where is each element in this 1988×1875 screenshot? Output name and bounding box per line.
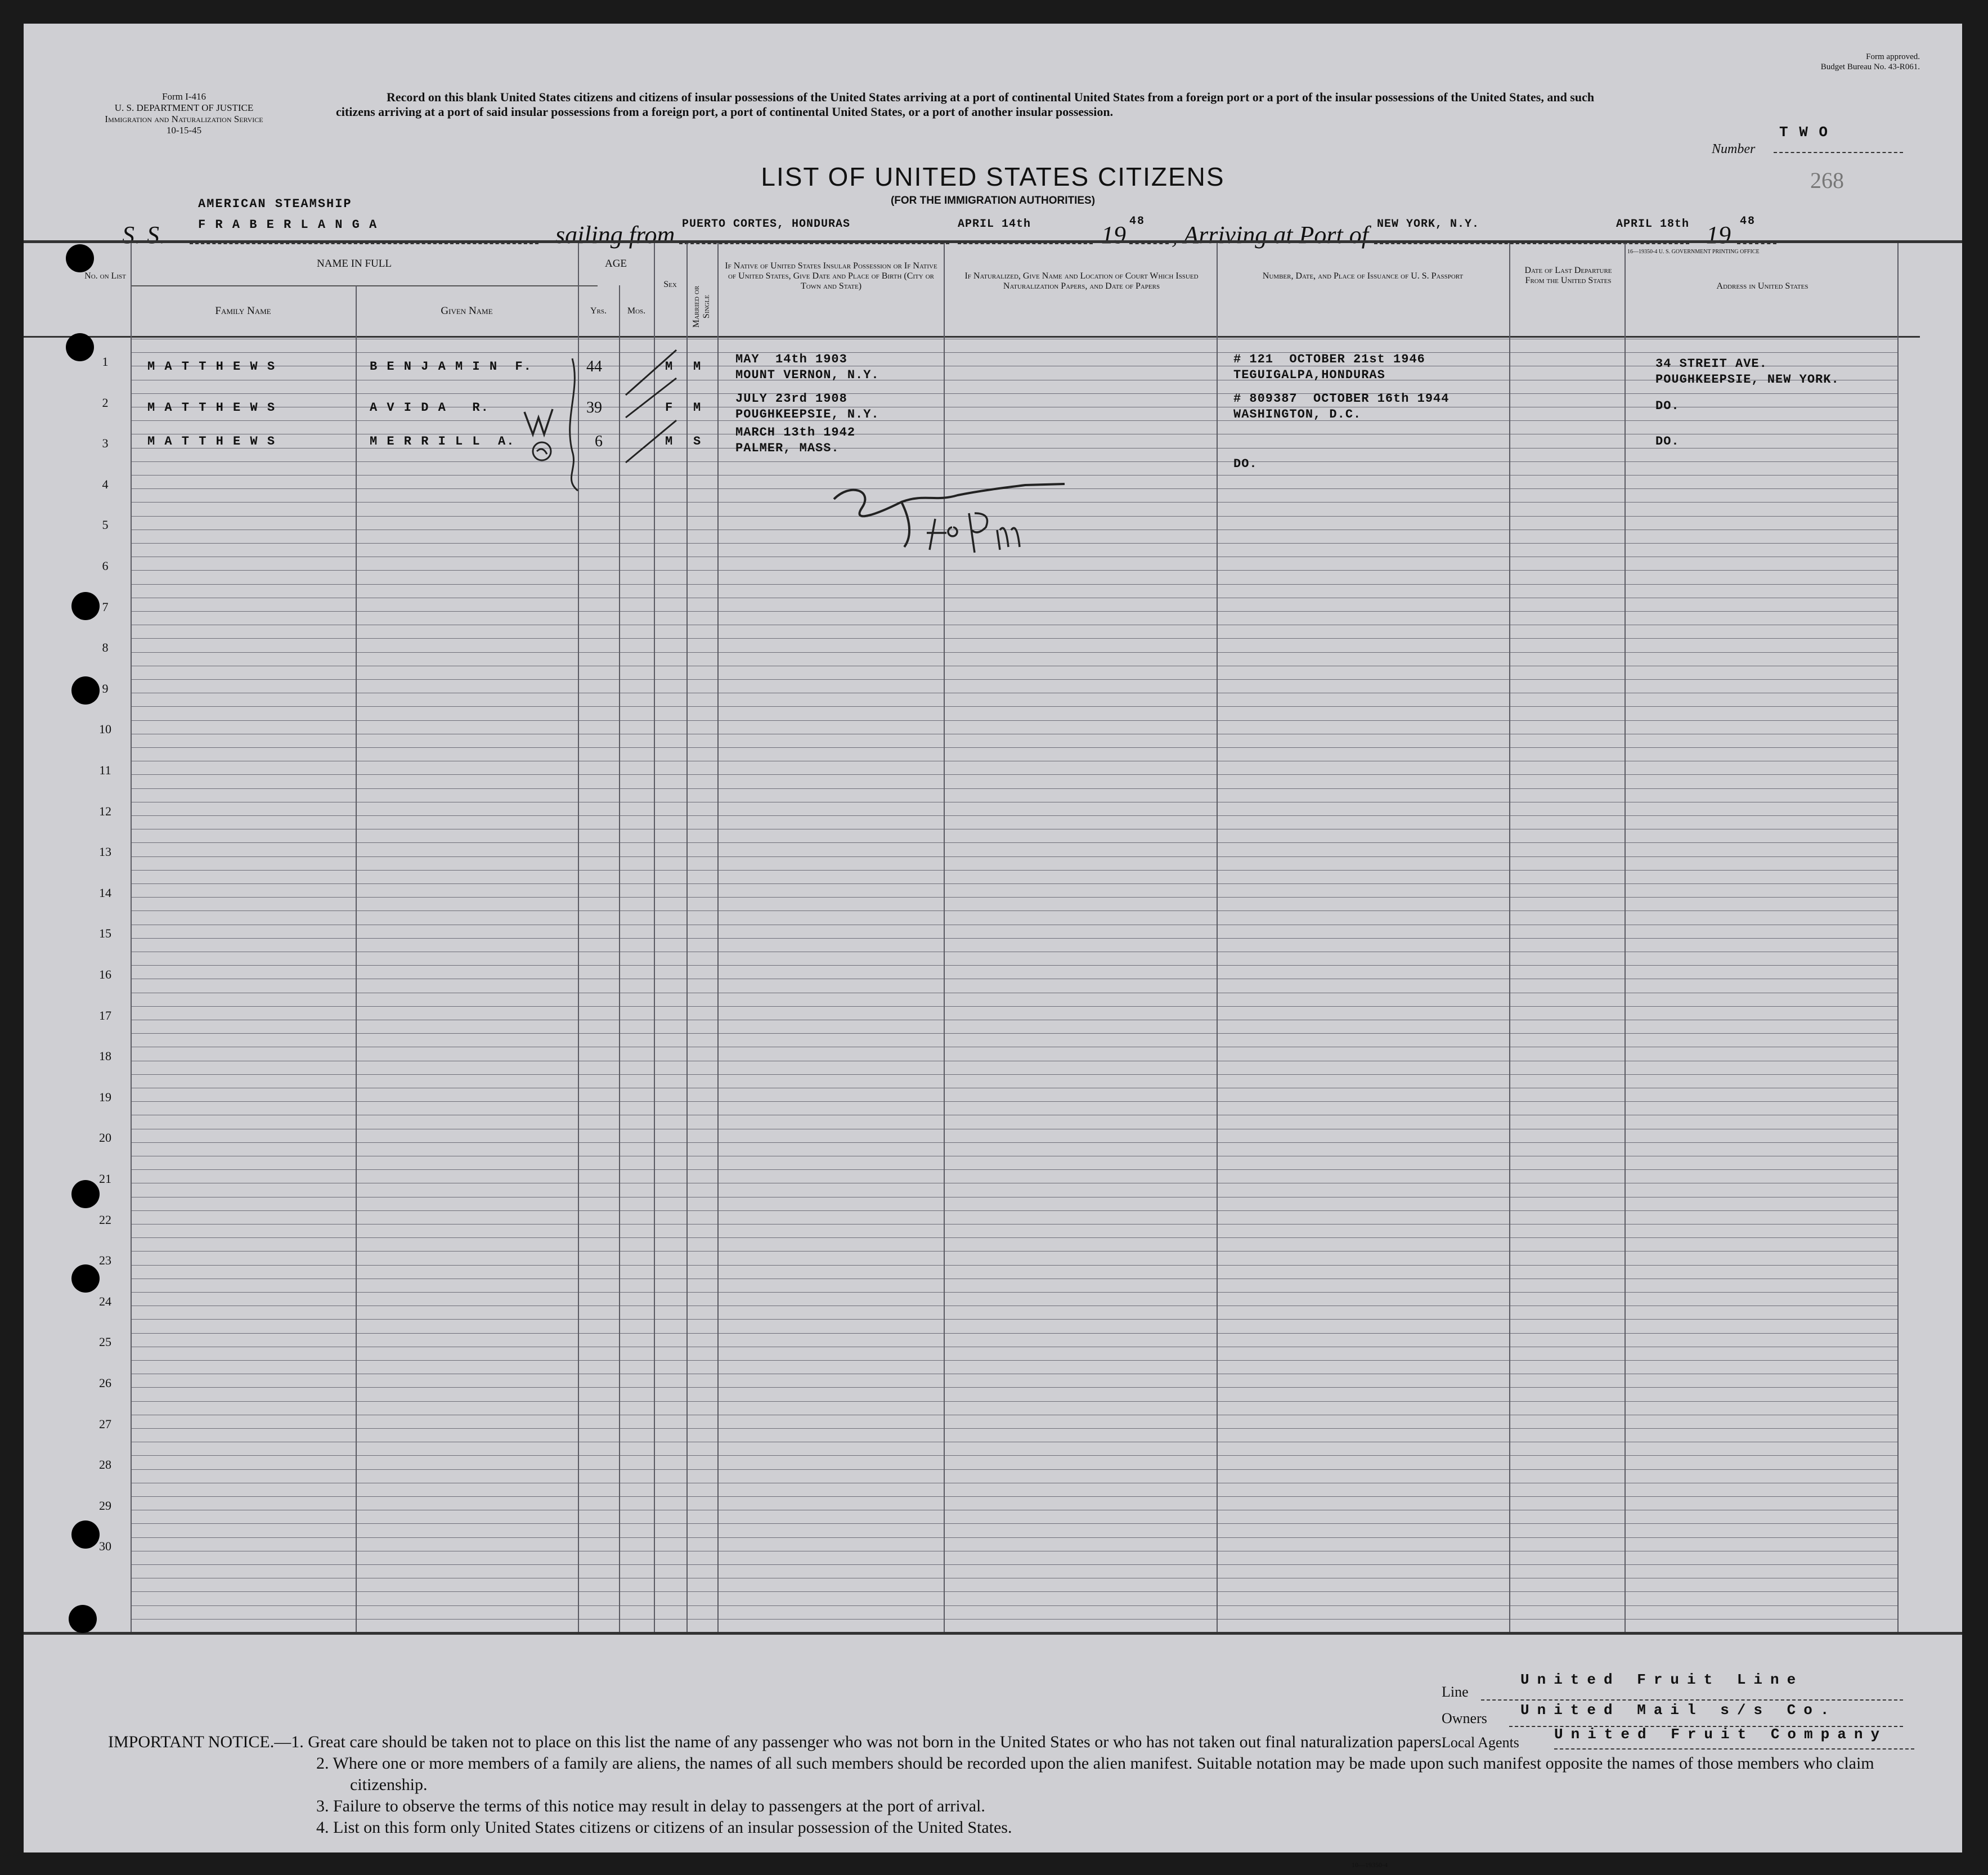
passport-place: WASHINGTON, D.C. bbox=[1233, 407, 1362, 421]
ruling-line bbox=[131, 1033, 1897, 1034]
handwritten-circle bbox=[533, 442, 551, 460]
binder-hole bbox=[66, 333, 94, 361]
ruling-line bbox=[131, 1210, 1897, 1211]
row-number: 26 bbox=[99, 1376, 111, 1390]
arrival-date: APRIL 18th bbox=[1616, 218, 1690, 231]
hdr-name-in-full: NAME IN FULL bbox=[317, 258, 392, 270]
row-number: 10 bbox=[99, 722, 111, 737]
marital-status: M bbox=[693, 401, 702, 415]
birth-place: PALMER, MASS. bbox=[735, 441, 840, 455]
hdr-address: Address in United States bbox=[1716, 281, 1809, 291]
row-number: 21 bbox=[99, 1172, 111, 1186]
ruling-line bbox=[131, 747, 1897, 748]
ruling-line bbox=[131, 1006, 1897, 1007]
row-number: 25 bbox=[99, 1335, 111, 1349]
sailing-from-label: sailing from bbox=[555, 221, 675, 249]
arrival-port: NEW YORK, N.Y. bbox=[1377, 218, 1480, 231]
age-years: 6 bbox=[595, 433, 603, 450]
ruling-line bbox=[131, 1523, 1897, 1524]
sex: M bbox=[665, 434, 674, 448]
ruling-line bbox=[131, 1142, 1897, 1143]
passport-number-date: DO. bbox=[1233, 457, 1258, 471]
binder-hole bbox=[71, 1520, 100, 1549]
marital-status: M bbox=[693, 360, 702, 374]
address-line-1: DO. bbox=[1655, 399, 1680, 413]
row-number: 28 bbox=[99, 1457, 111, 1472]
ruling-line bbox=[131, 1537, 1897, 1538]
binder-hole bbox=[71, 1264, 100, 1293]
arrival-year-prefix: 19 bbox=[1706, 221, 1731, 249]
marital-status: S bbox=[693, 434, 702, 448]
hdr-married-or-single: Married or Single bbox=[692, 285, 711, 328]
row-number: 3 bbox=[102, 436, 109, 451]
ruling-line bbox=[131, 611, 1897, 612]
ruling-line bbox=[131, 1319, 1897, 1320]
row-number: 19 bbox=[99, 1089, 111, 1104]
ruling-line bbox=[131, 965, 1897, 966]
intro-text: Record on this blank United States citizens and citizens of insular possessions of the United States arriving at a port of continental United States from a foreign port or a port of the insular possessions of the United States, and such citizens arriving at a port of said insular possessions from a foreign port, a port of continental United States, or a port of another insular possession. bbox=[336, 90, 1595, 119]
row-number: 16 bbox=[99, 967, 111, 981]
row-number: 4 bbox=[102, 477, 109, 491]
arriving-label: , Arriving at Port of bbox=[1172, 221, 1368, 249]
row-number: 13 bbox=[99, 845, 111, 859]
passport-number-date: # 809387 OCTOBER 16th 1944 bbox=[1233, 392, 1450, 406]
birth-place: POUGHKEEPSIE, N.Y. bbox=[735, 407, 879, 421]
ruling-line bbox=[131, 638, 1897, 639]
age-years: 44 bbox=[586, 358, 602, 375]
hdr-last-departure: Date of Last Departure From the United States bbox=[1524, 266, 1612, 285]
ruling-line bbox=[131, 1265, 1897, 1266]
signature-stroke bbox=[901, 502, 909, 547]
binder-hole bbox=[69, 1605, 97, 1633]
hdr-family-name: Family Name bbox=[215, 305, 271, 317]
row-number: 11 bbox=[99, 763, 111, 777]
row-number: 24 bbox=[99, 1294, 111, 1308]
notice-item-4: 4. List on this form only United States citizens or citizens of an insular possession of the United States. bbox=[316, 1818, 1012, 1837]
page-subtitle: (FOR THE IMMIGRATION AUTHORITIES) bbox=[890, 195, 1096, 207]
row-number: 6 bbox=[102, 559, 109, 573]
hdr-native: If Native of United States Insular Possession or If Native of United States, Give Date and Place of Birth (City or Town and State) bbox=[725, 261, 937, 291]
given-name: M E R R I L L A. bbox=[370, 434, 515, 448]
row-number: 17 bbox=[99, 1008, 111, 1022]
binder-hole bbox=[71, 1180, 100, 1208]
department: U. S. DEPARTMENT OF JUSTICE bbox=[114, 102, 254, 113]
owners-value: United Mail s/s Co. bbox=[1520, 1702, 1837, 1719]
line-label: Line bbox=[1442, 1684, 1469, 1700]
hdr-given-name: Given Name bbox=[441, 305, 493, 317]
owners-label: Owners bbox=[1442, 1710, 1487, 1726]
ruling-line bbox=[131, 1251, 1897, 1252]
ruling-line bbox=[131, 1428, 1897, 1429]
row-number: 29 bbox=[99, 1498, 111, 1513]
birth-date: MARCH 13th 1942 bbox=[735, 425, 856, 439]
row-number: 23 bbox=[99, 1253, 111, 1268]
row-number: 7 bbox=[102, 599, 109, 614]
depart-year: 48 bbox=[1129, 215, 1146, 228]
number-label: Number bbox=[1712, 142, 1756, 156]
ruling-line bbox=[131, 1169, 1897, 1170]
signature-stroke bbox=[927, 513, 1020, 553]
service: Immigration and Naturalization Service bbox=[105, 114, 263, 124]
ruling-line bbox=[131, 883, 1897, 884]
binder-hole bbox=[66, 244, 94, 272]
notice-item-1: Great care should be taken not to place on this list the name of any passenger who was not born in the United States or who has not taken out final naturalization papers. bbox=[308, 1733, 1446, 1751]
birth-date: JULY 23rd 1908 bbox=[735, 392, 847, 406]
age-slash-marks bbox=[626, 350, 676, 463]
handwritten-marks bbox=[24, 24, 1962, 586]
ruling-line bbox=[131, 1496, 1897, 1497]
row-number: 22 bbox=[99, 1212, 111, 1227]
ruling-line bbox=[131, 1619, 1897, 1620]
birth-date: MAY 14th 1903 bbox=[735, 352, 847, 366]
number-value: T W O bbox=[1779, 124, 1829, 141]
ruling-line bbox=[131, 1605, 1897, 1606]
ruling-line bbox=[131, 856, 1897, 857]
hdr-sex: Sex bbox=[663, 280, 677, 289]
form-date: 10-15-45 bbox=[166, 125, 202, 136]
hdr-mos: Mos. bbox=[627, 306, 646, 316]
age-years: 39 bbox=[586, 399, 602, 416]
family-name: M A T T H E W S bbox=[147, 360, 276, 374]
page-title: LIST OF UNITED STATES CITIZENS bbox=[761, 162, 1225, 191]
sex: F bbox=[665, 401, 674, 415]
line-fill bbox=[1481, 1699, 1903, 1701]
agents-value: United Fruit Company bbox=[1554, 1726, 1888, 1743]
row-number: 30 bbox=[99, 1539, 111, 1554]
ruling-line bbox=[131, 1387, 1897, 1388]
signature-stroke bbox=[834, 484, 1065, 516]
ruling-line bbox=[131, 1360, 1897, 1361]
address-line-1: 34 STREIT AVE. bbox=[1655, 357, 1767, 371]
row-number: 2 bbox=[102, 395, 109, 410]
hdr-no-on-list: No. on List bbox=[84, 271, 126, 281]
hdr-passport: Number, Date, and Place of Issuance of U. S. Passport bbox=[1262, 271, 1464, 281]
given-name: B E N J A M I N F. bbox=[370, 360, 532, 374]
line-value: United Fruit Line bbox=[1520, 1671, 1804, 1688]
sex: M bbox=[665, 360, 674, 374]
ruling-line bbox=[131, 1469, 1897, 1470]
hdr-naturalized: If Naturalized, Give Name and Location of Court Which Issued Naturalization Papers, and Date of Papers bbox=[964, 271, 1199, 291]
bracket-mark bbox=[570, 358, 578, 491]
row-number: 8 bbox=[102, 640, 109, 655]
print-code-top: 16—19350-4 U. S. GOVERNMENT PRINTING OFFICE bbox=[1627, 249, 1760, 255]
passport-place: TEGUIGALPA,HONDURAS bbox=[1233, 368, 1385, 382]
hdr-age: AGE bbox=[604, 258, 627, 270]
ruling-line bbox=[131, 842, 1897, 843]
ruling-line bbox=[131, 1101, 1897, 1102]
depart-date: APRIL 14th bbox=[958, 218, 1031, 231]
ruling-line bbox=[131, 1292, 1897, 1293]
ruling-line bbox=[131, 1564, 1897, 1565]
row-number: 9 bbox=[102, 681, 109, 696]
sailing-from-value: PUERTO CORTES, HONDURAS bbox=[682, 218, 851, 231]
row-number: 14 bbox=[99, 885, 111, 900]
ruling-line bbox=[131, 788, 1897, 789]
approval-line-1: Form approved. bbox=[1866, 52, 1920, 61]
ruling-line bbox=[131, 652, 1897, 653]
address-line-2: POUGHKEEPSIE, NEW YORK. bbox=[1655, 373, 1839, 387]
ruling-line bbox=[131, 815, 1897, 816]
important-notice bbox=[108, 1732, 1937, 1838]
depart-year-prefix: 19 bbox=[1101, 221, 1126, 249]
row-number: 18 bbox=[99, 1049, 111, 1064]
ruling-line bbox=[131, 870, 1897, 871]
ruling-line bbox=[131, 938, 1897, 939]
family-name: M A T T H E W S bbox=[147, 434, 276, 448]
ruling-line bbox=[131, 774, 1897, 775]
print-code-bottom: 10—19350-4 bbox=[1352, 1861, 1388, 1869]
form-number: Form I-416 bbox=[162, 91, 206, 102]
notice-item-2: 2. Where one or more members of a family are aliens, the names of all such members should be recorded upon the alien manifest. Suitable notation may be made upon such manifest opposite the names of those members who claim citizenship. bbox=[316, 1754, 1874, 1794]
table-bottom-rule bbox=[24, 1632, 1962, 1635]
binder-hole bbox=[71, 676, 100, 705]
row-number: 1 bbox=[102, 355, 109, 369]
ruling-line bbox=[131, 1074, 1897, 1075]
binder-hole bbox=[71, 592, 100, 620]
ship-name: F R A B E R L A N G A bbox=[198, 218, 378, 232]
arrival-year: 48 bbox=[1740, 215, 1756, 228]
approval-line-2: Budget Bureau No. 43-R061. bbox=[1820, 62, 1920, 71]
ruling-line bbox=[131, 679, 1897, 680]
ss-label: S. S. bbox=[122, 221, 165, 249]
address-line-1: DO. bbox=[1655, 434, 1680, 448]
ruling-line bbox=[131, 910, 1897, 911]
ruling-line bbox=[131, 1237, 1897, 1238]
notice-heading: IMPORTANT NOTICE.—1. bbox=[108, 1733, 304, 1751]
agents-label: Local Agents bbox=[1442, 1734, 1519, 1751]
row-number: 5 bbox=[102, 518, 109, 532]
row-number: 15 bbox=[99, 926, 111, 941]
ruling-line bbox=[131, 706, 1897, 707]
notice-item-3: 3. Failure to observe the terms of this notice may result in delay to passengers at the port of arrival. bbox=[316, 1797, 985, 1815]
ruling-line bbox=[131, 1333, 1897, 1334]
family-name: M A T T H E W S bbox=[147, 401, 276, 415]
handwritten-number: 268 bbox=[1810, 168, 1844, 193]
passport-number-date: # 121 OCTOBER 21st 1946 bbox=[1233, 352, 1425, 366]
row-number: 27 bbox=[99, 1416, 111, 1431]
given-name: A V I D A R. bbox=[370, 401, 490, 415]
ruling-line bbox=[131, 720, 1897, 721]
ruling-line bbox=[131, 1401, 1897, 1402]
ship-line-1: AMERICAN STEAMSHIP bbox=[198, 197, 352, 211]
manifest-sheet bbox=[24, 24, 1962, 1869]
ruling-line bbox=[131, 897, 1897, 898]
ruling-line bbox=[131, 1455, 1897, 1456]
row-number: 20 bbox=[99, 1131, 111, 1145]
hdr-yrs: Yrs. bbox=[590, 306, 607, 316]
handwritten-w bbox=[524, 409, 553, 434]
ruling-line bbox=[131, 1591, 1897, 1592]
birth-place: MOUNT VERNON, N.Y. bbox=[735, 368, 879, 382]
row-number: 12 bbox=[99, 804, 111, 818]
